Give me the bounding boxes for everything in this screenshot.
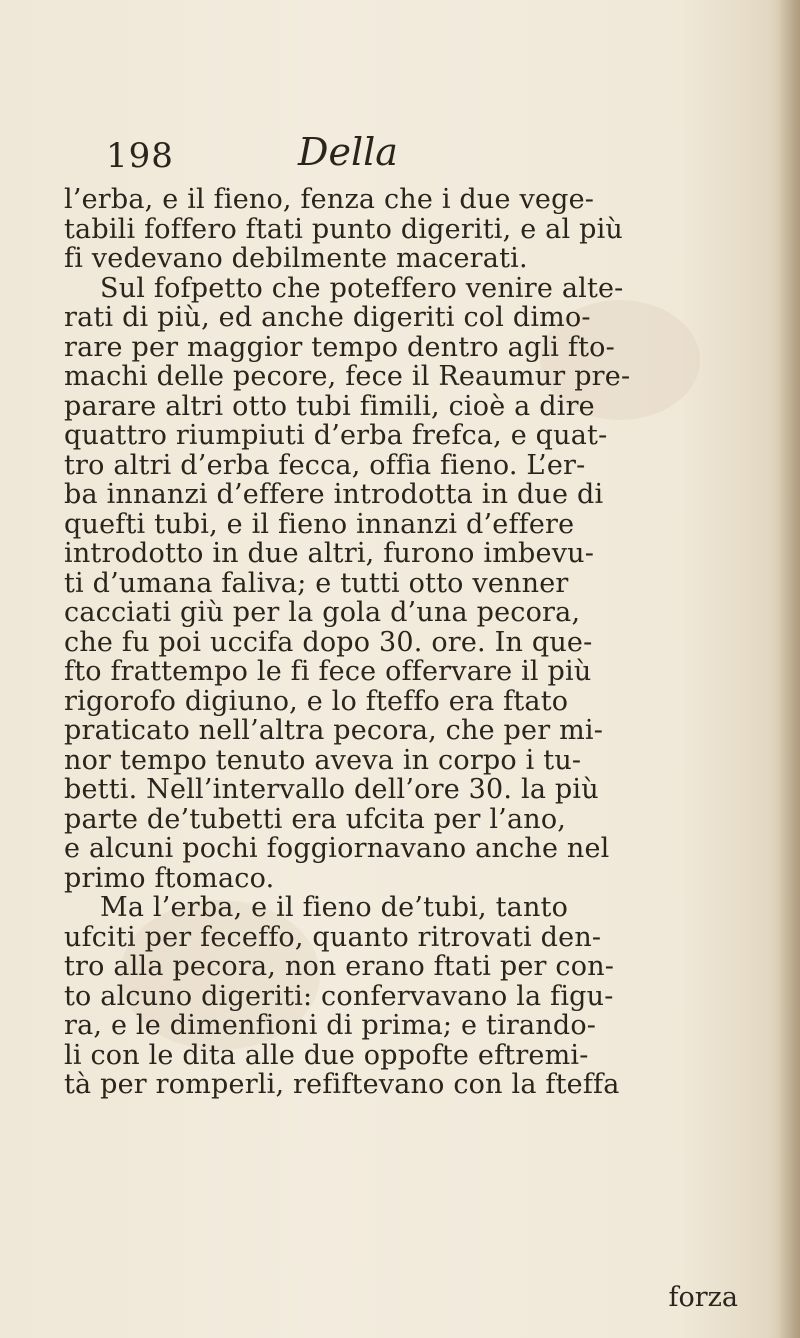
- text-line: parte de’tubetti era ufcita per l’ano,: [64, 803, 567, 835]
- text-line: rare per maggior tempo dentro agli fto-: [64, 331, 615, 363]
- text-line: tro altri d’erba fecca, offia fieno. L’er-: [64, 449, 586, 481]
- running-title: Della: [298, 130, 398, 174]
- text-line: primo ftomaco.: [64, 862, 275, 894]
- text-line: nor tempo tenuto aveva in corpo i tu-: [64, 744, 582, 776]
- text-line: fto frattempo le fi fece offervare il più: [64, 656, 592, 687]
- text-line: che fu poi uccifa dopo 30. ore. In que-: [64, 626, 593, 658]
- text-line: quattro riumpiuti d’erba frefca, e quat-: [64, 420, 608, 451]
- text-line: parare altri otto tubi fimili, cioè a dire: [64, 390, 595, 422]
- text-line: fi vedevano debilmente macerati.: [64, 243, 528, 274]
- page-number: 198: [106, 136, 174, 176]
- text-line: ra, e le dimenfioni di prima; e tirando-: [64, 1010, 597, 1041]
- text-line: ufciti per feceffo, quanto ritrovati den-: [64, 921, 602, 953]
- text-line: cacciati giù per la gola d’una pecora,: [64, 597, 581, 628]
- text-line: praticato nell’altra pecora, che per mi-: [64, 715, 604, 746]
- text-line: machi delle pecore, fece il Reaumur pre-: [64, 361, 631, 392]
- text-line: tro alla pecora, non erano ftati per con-: [64, 951, 615, 982]
- paragraph-start-line: Ma l’erba, e il fieno de’tubi, tanto: [100, 892, 569, 923]
- body-text: [64, 185, 764, 1100]
- text-line: ba innanzi d’effere introdotta in due di: [64, 479, 604, 510]
- text-line: ti d’umana faliva; e tutti otto venner: [64, 567, 569, 599]
- text-line: e alcuni pochi foggiornavano anche nel: [64, 833, 610, 864]
- catchword: forza: [668, 1282, 738, 1313]
- paragraph-start-line: Sul fofpetto che poteffero venire alte-: [100, 272, 624, 304]
- text-line: to alcuno digeriti: confervavano la figu-: [64, 980, 614, 1012]
- running-head: [88, 130, 508, 182]
- text-line: quefti tubi, e il fieno innanzi d’effere: [64, 508, 575, 540]
- text-line: rati di più, ed anche digeriti col dimo-: [64, 302, 591, 333]
- text-line: rigorofo digiuno, e lo fteffo era ftato: [64, 685, 569, 717]
- text-line: tà per romperli, refiftevano con la fteffa: [64, 1069, 620, 1100]
- text-line: introdotto in due altri, furono imbevu-: [64, 538, 595, 569]
- text-line: tabili foffero ftati punto digeriti, e al più: [64, 213, 623, 245]
- binding-edge: [778, 0, 800, 1338]
- text-line: l’erba, e il fieno, fenza che i due vege-: [64, 184, 595, 215]
- text-line: betti. Nell’intervallo dell’ore 30. la più: [64, 774, 599, 805]
- text-line: li con le dita alle due oppofte eftremi-: [64, 1039, 589, 1071]
